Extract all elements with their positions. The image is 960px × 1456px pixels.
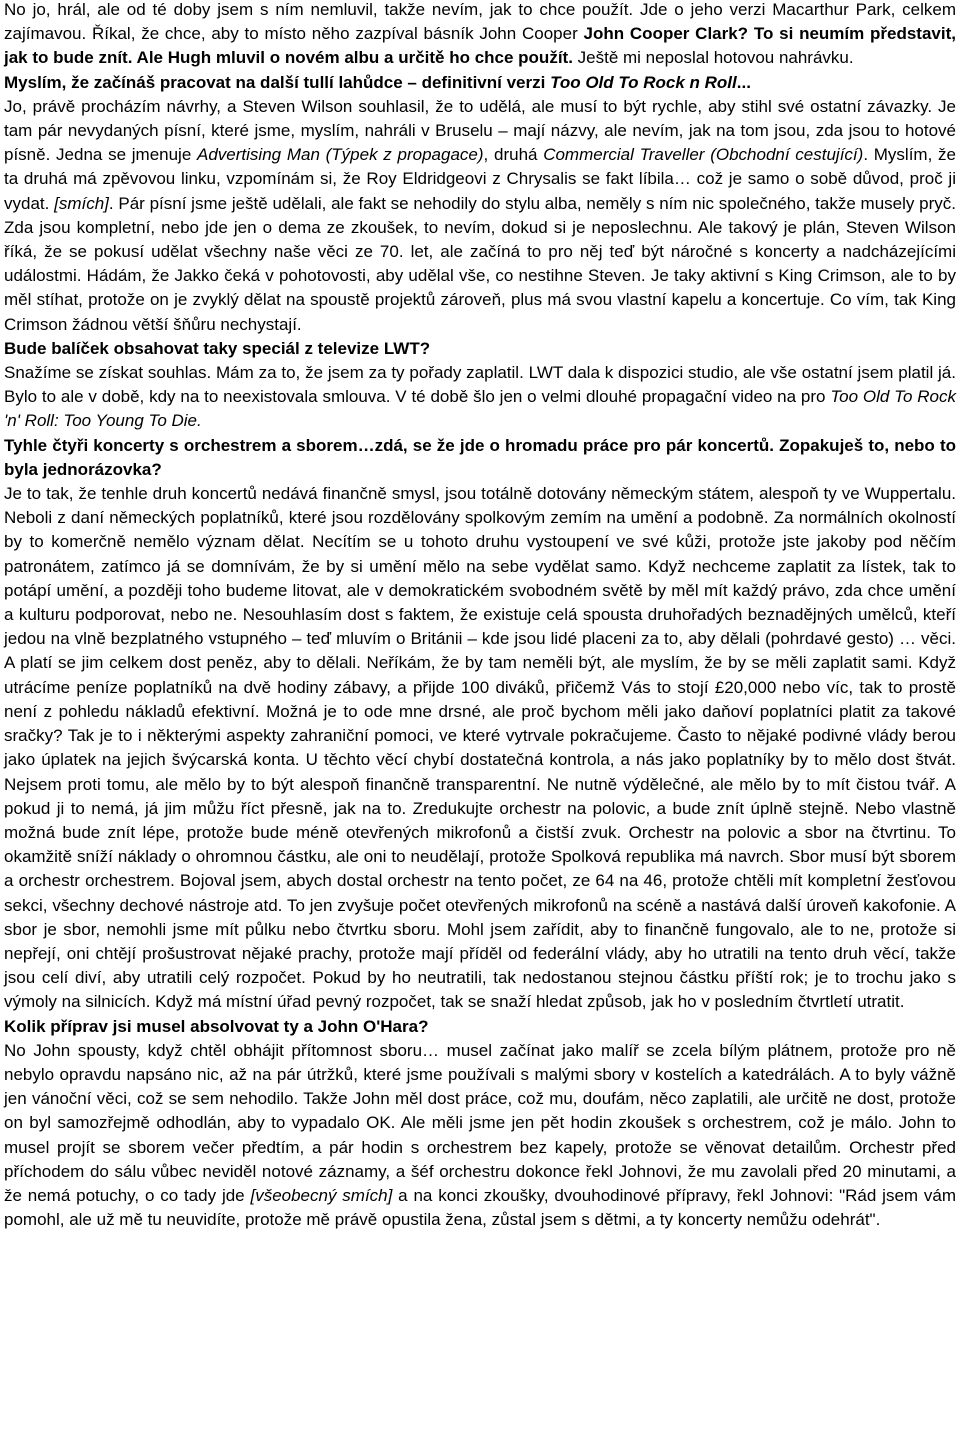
text-run: John Cooper Clark? [583, 24, 749, 44]
text-run: Je to tak, že tenhle druh koncertů nedává finančně smysl, jsou totálně dotovány německým státem, alespoň ty ve Wuppertalu. Neboli z daní německých poplatníků, které jsou rozdělovány spolkovým zemím na umění a podobně. Za normálních okolností by to komerčně nemělo význam dělat. Necítím se u tohoto druhu vystoupení ve své kůži, protože jste jakoby pod něčím patronátem, zatímco já se domnívám, že by si umění mělo na sebe vydělat samo. Když nechceme zaplatit za lístek, tak to potápí umění, a později toho budeme litovat, ale v demokratickém svobodném světě by měl mít každý právo, zda chce umění a kulturu podporovat, nebo ne. Nesouhlasím dost s faktem, že existuje celá spousta druhořadých beznadějných umělců, kteří jedou na vlně bezplatného vstupného – teď mluvím o Británii – kde jsou lidé placeni za to, aby dělali (pohrdavé gesto) … věci. A platí se jim celkem dost peněz, aby to dělali. Neříkám, že by tam neměli být, ale myslím, že by se měli zaplatit sami. Když utrácíme peníze poplatníků na dvě hodiny zábavy, a přijde 100 diváků, přičemž Vás to stojí £20,000 nebo víc, tak to prostě není z pohledu nákladů efektivní. Možná je to ode mne drsné, ale proč bychom měli jako daňoví poplatníci platit za takové sračky? Tak je to i některými aspekty zahraniční pomoci, ve které vytrvale pokračujeme. Často to nějaké podivné vlády berou jako úplatek na jejich švýcarská konta. U těchto věcí chybí dostatečná kontrola, a nás jako poplatníky by to mělo dost štvát. Nejsem proti tomu, ale mělo by to být alespoň finančně transparentní. Ne nutně výdělečné, ale mělo by to mít čistou tvář. A pokud ji to nemá, já jim můžu říct přesně, jak na to. Zredukujte orchestr na polovic, a bude znít úplně stejně. Nebo vlastně možná bude znít lépe, protože bude méně otevřených mikrofonů a čistší zvuk. Orchestr na polovic a sbor na čtvrtinu. To okamžitě sníží náklady o ohromnou částku, ale oni to neudělají, protože Spolková republika má navrch. Sbor musí být sborem a orchestr orchestrem. Bojoval jsem, abych dostal orchestr na tento počet, ze 64 na 46, protože chtěli mít kompletní žesťovou sekci, všechny dechové nástroje atd. To jen zvyšuje počet otevřených mikrofonů na scéně a nastává další úroveň kakofonie. A sbor je sbor, nemohli jsme mít půlku nebo čtvrtku sboru. Mohl jsem zařídit, aby to finančně fungovalo, ale to ne, protože si nepřejí, oni chtějí prošustrovat nějaké prachy, protože mají příděl od federální vlády, aby ho utratili na tento druh věcí, takže jsou celí diví, aby utratili celý rozpočet. Pokud by ho neutratili, tak nedostanou stejnou částku příští rok; je to trochu jako s výmoly na silnicích. Když má místní úřad pevný rozpočet, tak se snaží hledat způsob, jak ho v posledním čtvrtletí utratit. [4, 484, 956, 1012]
document-body [4, 0, 956, 1232]
text-run: Too Old To Rock 'n' Roll: Too Young To Die. [4, 387, 956, 431]
interview-answer [4, 1039, 956, 1233]
text-run: No jo, hrál, ale od té doby jsem s ním nemluvil, takže nevím, jak to chce použít. Jde o jeho verzi Macarthur Park, celkem zajímavou. Říkal, že chce, aby to místo něho zazpíval básník John Cooper [4, 0, 956, 44]
text-run: Snažíme se získat souhlas. Mám za to, že jsem za ty pořady zaplatil. LWT dala k dispozici studio, ale vše ostatní jsem platil já. Bylo to ale v době, kdy na to neexistovala smlouva. V té době šlo jen o velmi dlouhé propagační video na pro [4, 363, 956, 407]
text-run: Kolik příprav jsi musel absolvovat ty a John O'Hara? [4, 1016, 429, 1036]
text-run: [všeobecný smích] [250, 1185, 393, 1205]
text-run: a na konci zkoušky, dvouhodinové přípravy, řekl Johnovi: "Rád jsem vám pomohl, ale už mě tu neuvidíte, protože mě právě opustila žena, zůstal jsem s dětmi, a ty koncerty nemůžu odehrát". [4, 1185, 956, 1230]
text-run: Commercial Traveller (Obchodní cestující) [543, 145, 864, 165]
text-run: . Pár písní jsme ještě udělali, ale fakt se nehodily do stylu alba, neměly s ním nic společného, takže musely pryč. Zda jsou kompletní, nebo jde jen o dema ze zkoušek, to nevím, dokud si je neposlechnu. Ale takový je plán, Steven Wilson říká, že se pokusí udělat všechny naše věci ze 70. let, ale začíná to pro něj teď být náročné s koncerty a nadcházejícími událostmi. Hádám, že Jakko čeká v pohotovosti, aby udělal vše, co nestihne Steven. Je taky aktivní s King Crimson, ale to by měl stíhat, protože on je zvyklý dělat na spoustě projektů zároveň, plus má svou vlastní kapelu a koncertuje. Co vím, tak King Crimson žádnou větší šňůru nechystají. [4, 193, 956, 334]
interview-question [4, 1015, 956, 1039]
text-run: . Myslím, že ta druhá má zpěvovou linku, vzpomínám si, že Roy Eldridgeovi z Chrysalis se fakt líbila… což je samo o sobě důvod, proč ji vydat. [4, 145, 956, 213]
text-run: [smích] [54, 193, 109, 213]
text-run: , druhá [483, 145, 544, 165]
text-run: Myslím, že začínáš pracovat na další tullí lahůdce – definitivní verzi [4, 72, 551, 92]
text-run: To si neumím představit, jak to bude znít. Ale Hugh mluvil o novém albu a určitě ho chce použít. [4, 24, 956, 68]
text-run: Ještě mi neposlal hotovou nahrávku. [572, 48, 854, 68]
interview-question [4, 434, 956, 482]
text-run: Bude balíček obsahovat taky speciál z televize LWT? [4, 338, 431, 358]
text-run: Tyhle čtyři koncerty s orchestrem a sborem…zdá, se že jde o hromadu práce pro pár koncertů. Zopakuješ to, nebo to byla jednorázovka? [4, 435, 956, 479]
interview-question [4, 71, 956, 95]
text-run: Advertising Man (Týpek z propagace) [197, 145, 484, 165]
interview-answer [4, 482, 956, 1014]
interview-question [4, 337, 956, 361]
text-run: Too Old To Rock n Roll [550, 72, 737, 92]
text-run: No John spousty, když chtěl obhájit přítomnost sboru… musel začínat jako malíř se zcela bílým plátnem, protože pro ně nebylo opravdu napsáno nic, až na pár útržků, které jsme používali s malými sbory v kostelích a katedrálách. A to byly vážně jen vánoční věci, což se sem nehodilo. Takže John měl dost práce, což mu, doufám, něco zaplatili, ale určitě ne dost, protože on byl samozřejmě odhodlán, aby to vypadalo OK. Ale měli jsme jen pět hodin zkoušek s orchestrem, což je málo. John to musel projít se sborem večer předtím, a pár hodin s orchestrem bez kapely, protože se věnovat detailům. Orchestr před příchodem do sálu vůbec neviděl notové záznamy, a šéf orchestru dokonce řekl Johnovi, že mu zavolali před 20 minutami, a že nemá potuchy, o co tady jde [4, 1040, 956, 1205]
text-run: Jo, právě procházím návrhy, a Steven Wilson souhlasil, že to udělá, ale musí to být rychle, aby stihl své ostatní závazky. Je tam pár nevydaných písní, které jsme, myslím, nahráli v Bruselu – mají názvy, ale nevím, jak na tom jsou, zda jsou to hotové písně. Jedna se jmenuje [4, 96, 956, 165]
interview-answer [4, 0, 956, 71]
interview-answer [4, 95, 956, 337]
text-run: ... [736, 72, 751, 92]
interview-answer [4, 361, 956, 434]
